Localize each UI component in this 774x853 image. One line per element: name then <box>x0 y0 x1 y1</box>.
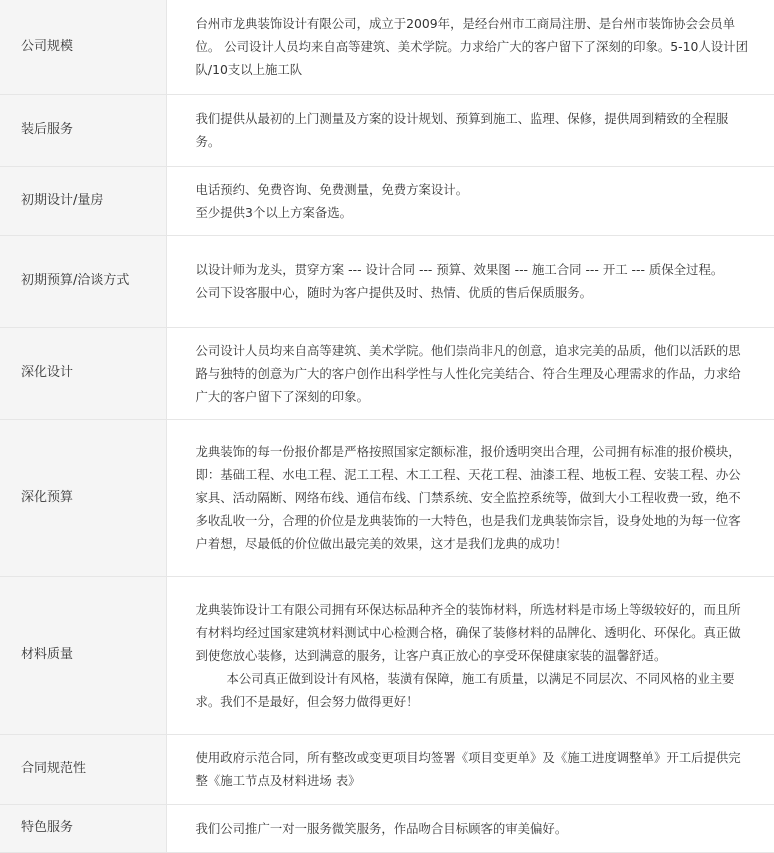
table-row <box>0 576 774 734</box>
content-paragraph: 台州市龙典装饰设计有限公司，成立于2009年，是经台州市工商局注册、是台州市装饰协会会员单位。 公司设计人员均来自高等建筑、美术学院。力求给广大的客户留下了深刻的印象。5-10人设计团队/10支以上施工队 <box>195 16 748 78</box>
content-paragraph: 电话预约、免费咨询、免费测量，免费方案设计。 <box>195 181 469 197</box>
row-content <box>166 235 774 327</box>
content-paragraph: 以设计师为龙头，贯穿方案 --- 设计合同 --- 预算、效果图 --- 施工合同 --- 开工 --- 质保全过程。 <box>195 262 724 277</box>
row-content <box>166 734 774 804</box>
row-content <box>166 419 774 576</box>
table-row <box>0 734 774 804</box>
row-label: 公司规模 <box>0 0 166 94</box>
table-row <box>0 327 774 419</box>
table-row <box>0 0 774 94</box>
row-label: 特色服务 <box>0 804 166 852</box>
content-paragraph: 公司下设客服中心，随时为客户提供及时、热情、优质的售后保质服务。 <box>195 285 592 300</box>
row-label: 合同规范性 <box>0 734 166 804</box>
content-paragraph: 公司设计人员均来自高等建筑、美术学院。他们崇尚非凡的创意，追求完美的品质，他们以活跃的思路与独特的创意为广大的客户创作出科学性与人性化完美结合、符合生理及心理需求的作品，力求给广大的客户留下了深刻的印象。 <box>195 342 741 404</box>
table-row <box>0 235 774 327</box>
table-row <box>0 94 774 166</box>
content-paragraph: 我们提供从最初的上门测量及方案的设计规划、预算到施工、监理、保修，提供周到精致的全程服务。 <box>195 111 729 149</box>
content-paragraph: 我们公司推广一对一服务微笑服务，作品吻合目标顾客的审美偏好。 <box>195 820 568 836</box>
content-paragraph: 使用政府示范合同，所有整改或变更项目均签署《项目变更单》及《施工进度调整单》开工后提供完整《施工节点及材料进场 表》 <box>195 750 741 788</box>
row-label: 初期预算/洽谈方式 <box>0 235 166 327</box>
row-label: 装后服务 <box>0 94 166 166</box>
table-row <box>0 166 774 235</box>
row-label: 深化预算 <box>0 419 166 576</box>
content-paragraph: 龙典装饰设计工有限公司拥有环保达标品种齐全的装饰材料，所选材料是市场上等级较好的，而且所有材料均经过国家建筑材料测试中心检测合格，确保了装修材料的品牌化、透明化、环保化。真正做到使您放心装修，达到满意的服务，让客户真正放心的享受环保健康家装的温馨舒适。 <box>195 601 741 663</box>
content-paragraph: 龙典装饰的每一份报价都是严格按照国家定额标准，报价透明突出合理，公司拥有标准的报价模块，即：基础工程、水电工程、泥工工程、木工工程、天花工程、油漆工程、地板工程、安装工程、办公家具、活动隔断、网络布线、通信布线、门禁系统、安全监控系统等，做到大小工程收费一致，绝不多收乱收一分，合理的价位是龙典装饰的一大特色，也是我们龙典装饰宗旨，设身处地的为每一位客户着想，尽最低的价位做出最完美的效果，这才是我们龙典的成功！ <box>195 444 741 551</box>
content-paragraph: 本公司真正做到设计有风格，装潢有保障，施工有质量，以满足不同层次、不同风格的业主要求。我们不是最好，但会努力做得更好！ <box>195 670 735 709</box>
row-label: 初期设计/量房 <box>0 166 166 235</box>
row-content <box>166 0 774 94</box>
row-content <box>166 576 774 734</box>
content-paragraph: 至少提供3个以上方案备选。 <box>195 204 353 220</box>
row-label: 材料质量 <box>0 576 166 734</box>
row-label: 深化设计 <box>0 327 166 419</box>
row-content <box>166 327 774 419</box>
row-content <box>166 804 774 852</box>
row-content <box>166 94 774 166</box>
row-content <box>166 166 774 235</box>
table-row <box>0 804 774 852</box>
table-row <box>0 419 774 576</box>
